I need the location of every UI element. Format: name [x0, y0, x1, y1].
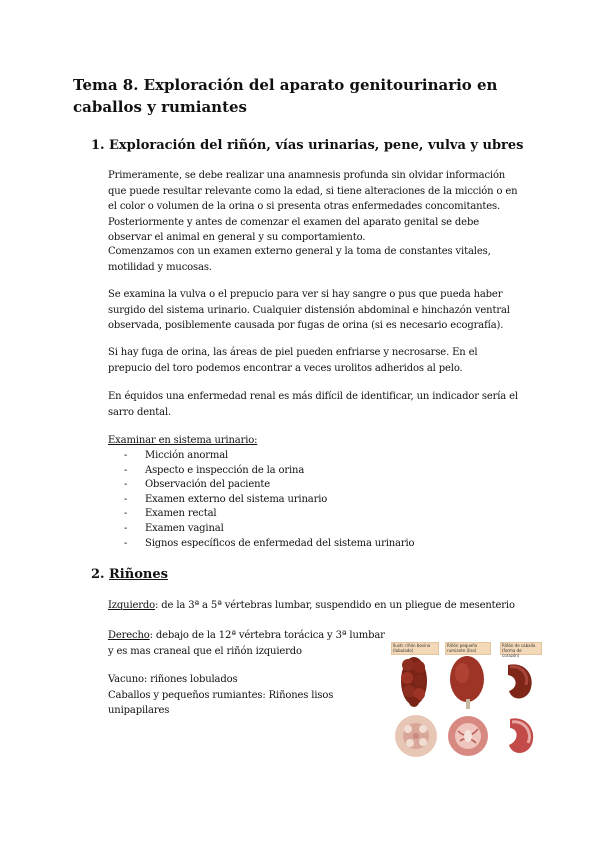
- list-bullet: -: [124, 464, 128, 476]
- section-heading-text: Riñones: [109, 567, 168, 582]
- term-derecho: Derecho: [108, 630, 150, 641]
- term-izquierdo: Izquierdo: [108, 600, 156, 611]
- list-bullet: -: [124, 522, 128, 534]
- list-item: - Examen rectal: [124, 507, 414, 522]
- page-title: Tema 8. Exploración del aparato genitourinario en caballos y rumiantes: [73, 76, 498, 116]
- paragraph: Se examina la vulva o el prepucio para ver si hay sangre o pus que pueda haber surgido del sistema urinario. Cualquier distensión abdominal e hinchazón ventral observada, posiblemente causada por fugas de orina (si es necesario ecografía).: [108, 289, 510, 331]
- horse-section-image: [509, 718, 533, 753]
- paragraph: Comenzamos con un examen externo general y la toma de constantes vitales, motilidad y mucosas.: [108, 246, 491, 273]
- list-item: - Signos específicos de enfermedad del sistema urinario: [124, 537, 414, 552]
- kidney-left-paragraph: Izquierdo: de la 3ª a 5ª vértebras lumbar, suspendido en un pliegue de mesenterio: [108, 600, 515, 611]
- section-number: 1.: [91, 138, 105, 153]
- paragraph: Primeramente, se debe realizar una anamnesis profunda sin olvidar información que puede resultar relevante como la edad, si tiene alteraciones de la micción o en el color o volumen de la orina o si presenta otras enfermedades concomitantes. Posteriormente y antes de comenzar el examen del aparato genital se debe observar el animal en general y su comportamiento.: [108, 170, 518, 243]
- list-item: - Aspecto e inspección de la orina: [124, 464, 414, 479]
- paragraph: Si hay fuga de orina, las áreas de piel pueden enfriarse y necrosarse. En el prepucio del toro podemos encontrar a veces urolitos adheridos al pelo.: [108, 347, 478, 374]
- kidney-right-paragraph: Derecho: debajo de la 12ª vértebra torácica y 3ª lumbar y es mas craneal que el riñón izquierdo: [108, 630, 385, 657]
- vacuno-line: Vacuno: riñones lobulados: [108, 674, 238, 685]
- list-bullet: -: [124, 508, 128, 520]
- caballos-line: Caballos y pequeños rumiantes: Riñones lisos unipapilares: [108, 689, 334, 716]
- paragraph: En équidos una enfermedad renal es más difícil de identificar, un indicador sería el sarro dental.: [108, 391, 518, 418]
- kidney-comparison-figure: [388, 641, 541, 761]
- list-item: - Examen externo del sistema urinario: [124, 493, 414, 508]
- list-bullet: -: [124, 479, 128, 491]
- figure-label: Riñón de caballo (forma de corazón): [500, 642, 542, 655]
- list-bullet: -: [124, 493, 128, 505]
- bovine-kidney-image: [401, 657, 427, 707]
- list-item: - Observación del paciente: [124, 478, 414, 493]
- bovine-section-image: [395, 715, 437, 757]
- list-bullet: -: [124, 537, 128, 549]
- list-heading: Examinar en sistema urinario:: [108, 435, 258, 446]
- figure-label: Ilustr. riñón bovino (lobulado): [391, 642, 439, 655]
- exam-list: [124, 449, 414, 551]
- list-bullet: -: [124, 450, 128, 461]
- list-item: - Examen vaginal: [124, 522, 414, 537]
- section-heading-1: [91, 137, 523, 155]
- kidney-photos: [388, 641, 541, 761]
- list-item: - Micción anormal: [124, 449, 414, 464]
- section-heading-2: [91, 566, 168, 584]
- section-number: 2.: [91, 567, 105, 582]
- section-heading-text: Exploración del riñón, vías urinarias, pene, vulva y ubres: [109, 138, 524, 153]
- figure-label: Riñón pequeño rumiante (liso): [445, 642, 491, 655]
- horse-kidney-image: [508, 664, 532, 698]
- small-ruminant-section-image: [448, 716, 488, 756]
- kidney-types-paragraph: [108, 672, 388, 719]
- small-ruminant-kidney-image: [450, 656, 484, 709]
